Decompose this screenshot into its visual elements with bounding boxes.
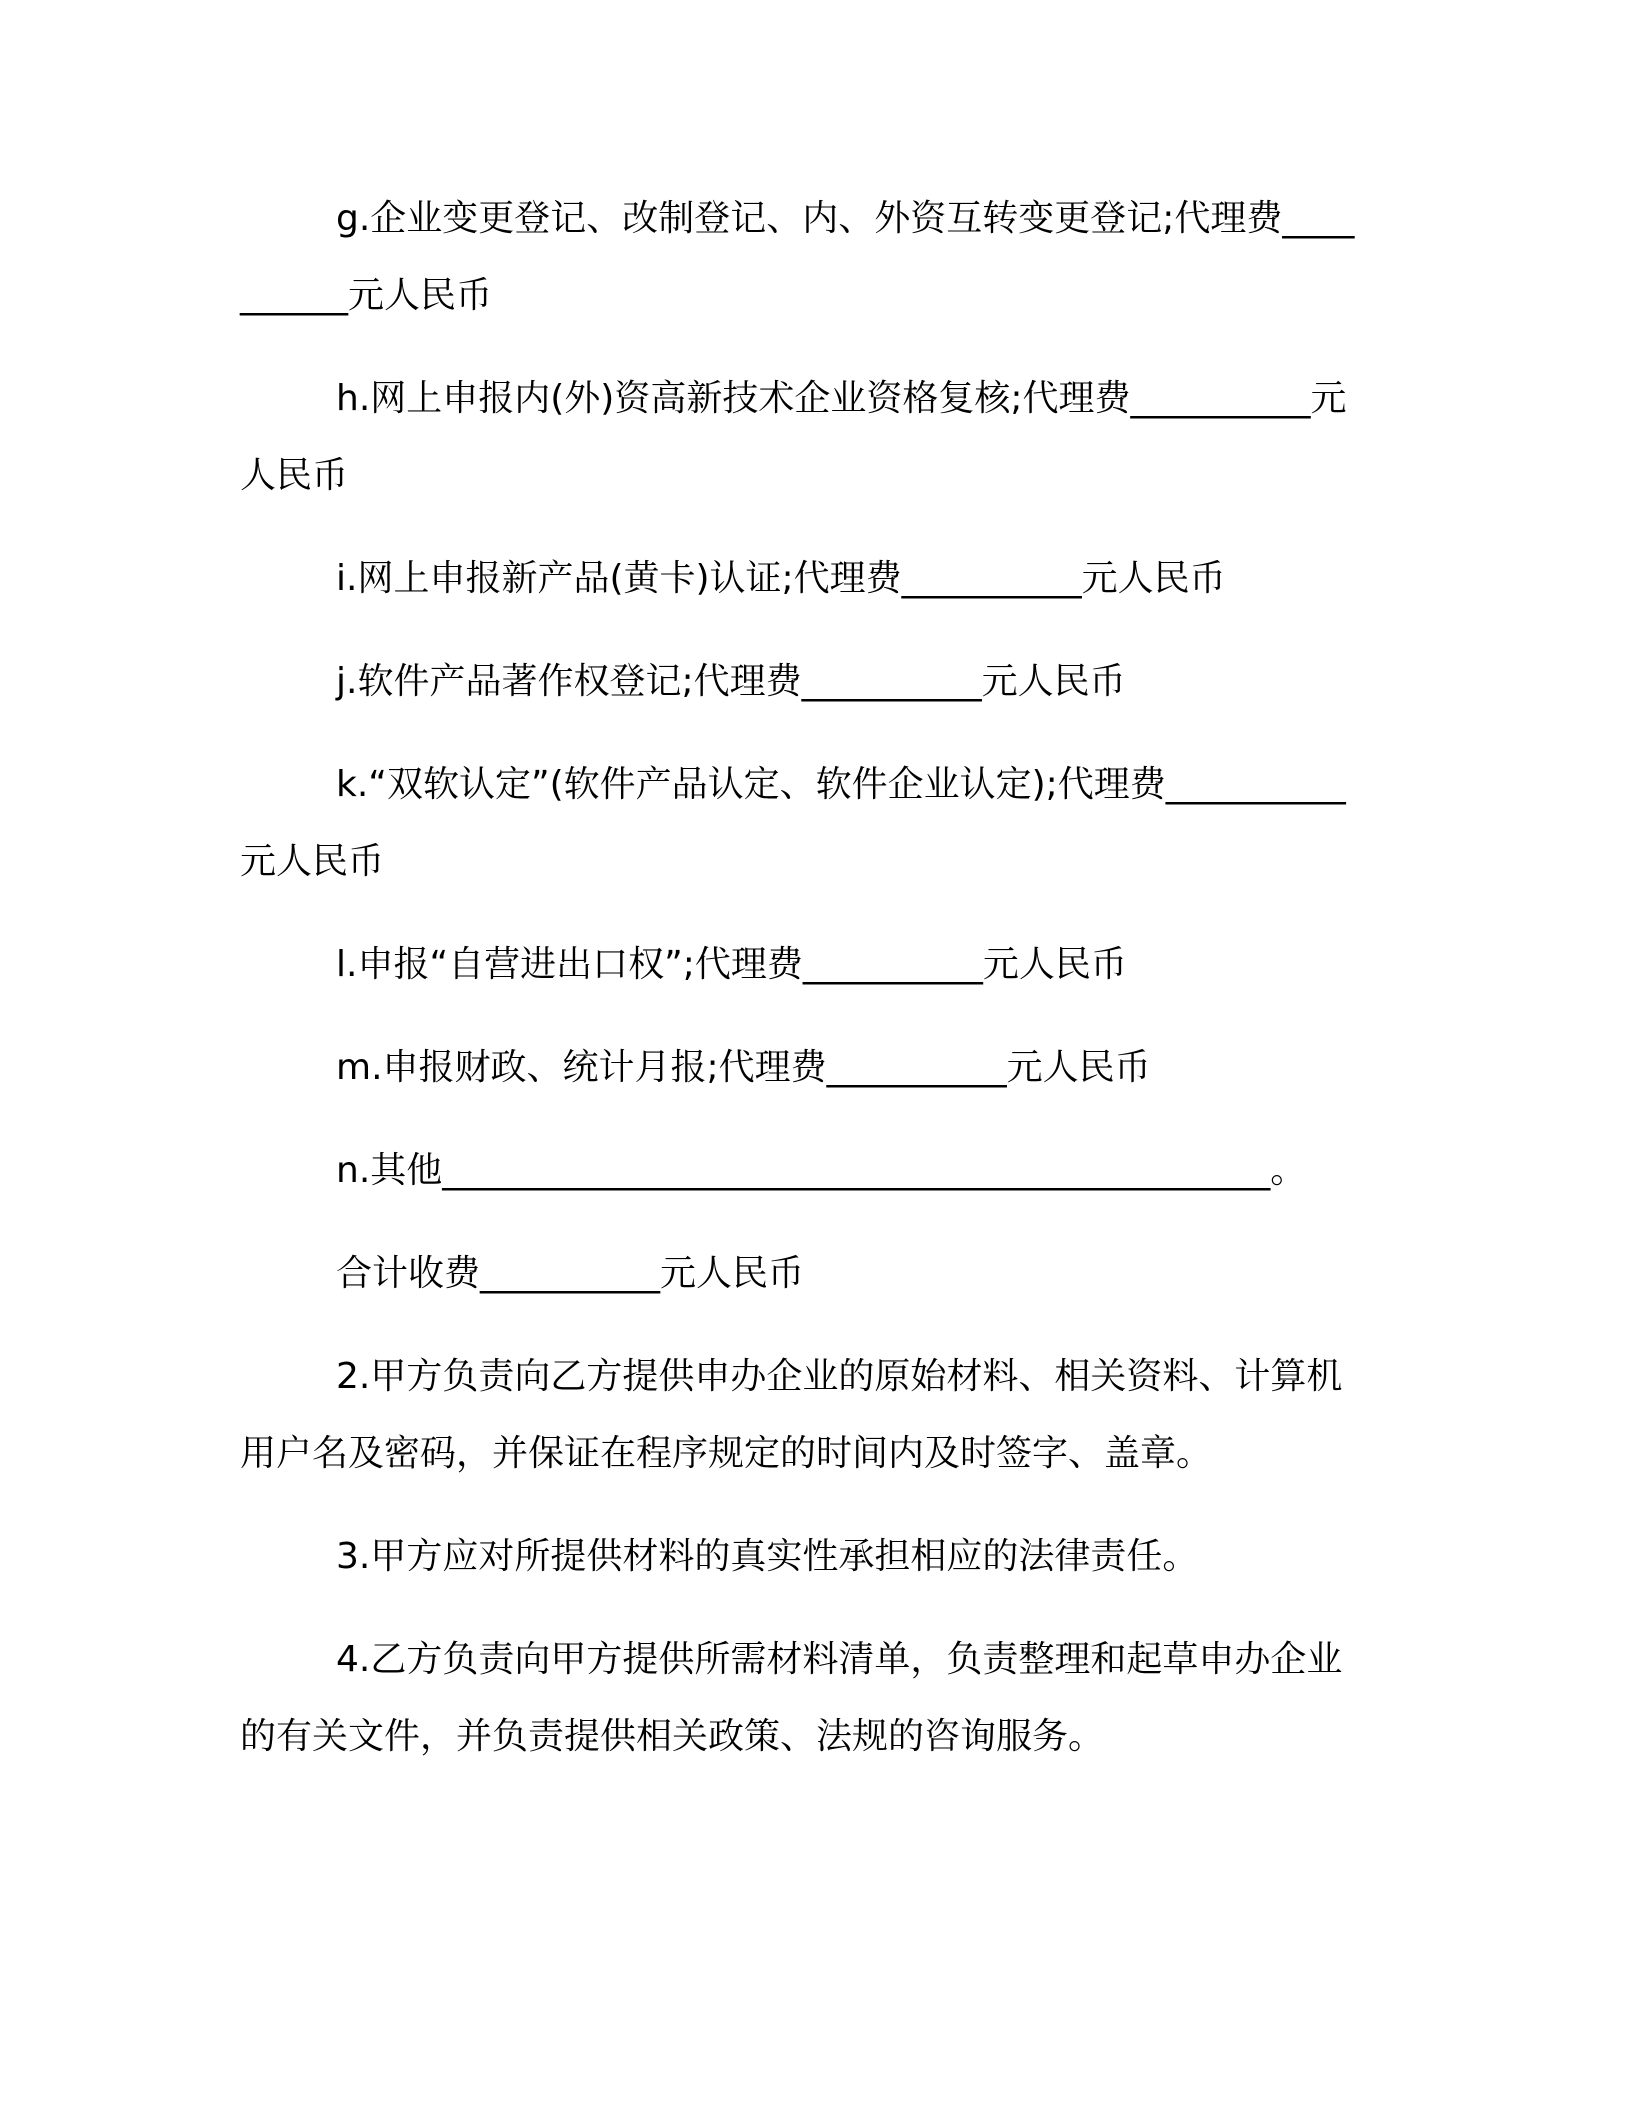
- clause-h: h.网上申报内(外)资高新技术企业资格复核;代理费__________元人民币: [240, 378, 1347, 496]
- clause-j: j.软件产品著作权登记;代理费__________元人民币: [336, 661, 1126, 702]
- total-fee: 合计收费__________元人民币: [336, 1253, 805, 1294]
- clause-m: m.申报财政、统计月报;代理费__________元人民币: [336, 1047, 1151, 1088]
- clause-3: 3.甲方应对所提供材料的真实性承担相应的法律责任。: [336, 1536, 1199, 1577]
- clause-l: l.申报“自营进出口权”;代理费__________元人民币: [336, 944, 1127, 985]
- clause-4: 4.乙方负责向甲方提供所需材料清单，负责整理和起草申办企业的有关文件，并负责提供相关政策、法规的咨询服务。: [240, 1639, 1343, 1757]
- clause-g: g.企业变更登记、改制登记、内、外资互转变更登记;代理费__________元人民币: [240, 198, 1355, 316]
- clause-i: i.网上申报新产品(黄卡)认证;代理费__________元人民币: [336, 558, 1226, 599]
- clause-k: k.“双软认定”(软件产品认定、软件企业认定);代理费__________元人民币: [240, 764, 1346, 882]
- clause-n: n.其他______________________________________________。: [336, 1150, 1307, 1191]
- clause-2: 2.甲方负责向乙方提供申办企业的原始材料、相关资料、计算机用户名及密码，并保证在程序规定的时间内及时签字、盖章。: [240, 1356, 1343, 1474]
